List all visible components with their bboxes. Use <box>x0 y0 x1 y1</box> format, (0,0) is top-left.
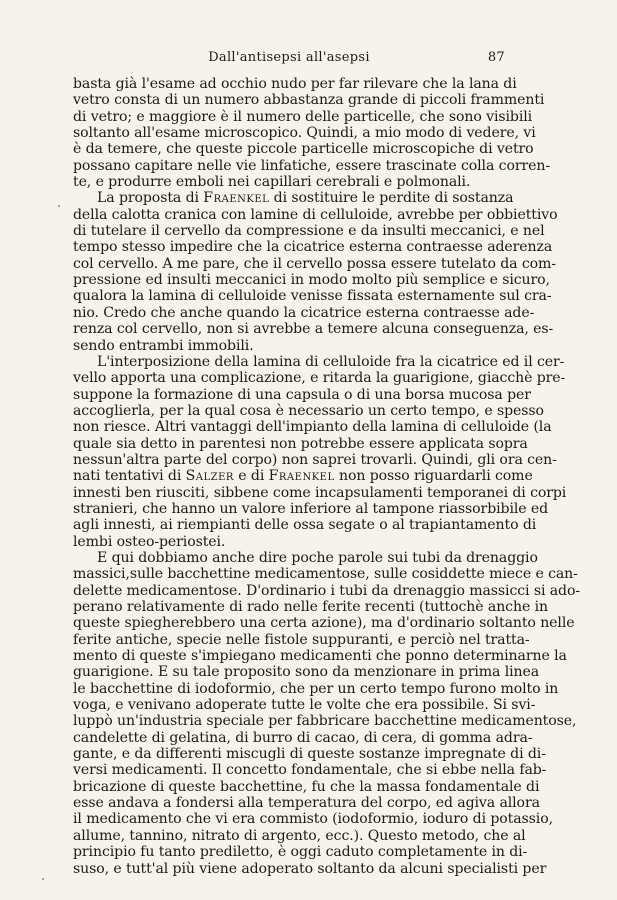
running-head: Dall'antisepsi all'asepsi <box>208 50 370 65</box>
author-name: Salzer <box>185 468 234 485</box>
text-line: suso, e tutt'al più viene adoperato soltanto da alcuni specialisti per <box>73 860 547 877</box>
text-line: le bacchettine di iodoformio, che per un certo tempo furono molto in <box>73 680 559 697</box>
text-line: te, e produrre emboli nei capillari cerebrali e polmonali. <box>73 174 471 191</box>
page-header <box>73 50 505 70</box>
page-number: 87 <box>487 50 505 65</box>
text-line: possano capitare nelle vie linfatiche, essere trascinate colla corren- <box>73 157 550 174</box>
text-line: quale sia detto in parentesi non potrebbe essere applicata sopra <box>73 435 528 452</box>
text-line: qualora la lamina di celluloide venisse fissata esternamente sul cra- <box>73 288 552 305</box>
text-line: guarigione. E su tale proposito sono da menzionare in prima linea <box>73 664 540 681</box>
paragraph-3 <box>73 353 567 550</box>
paragraph-2 <box>73 190 558 354</box>
text-line: sendo entrambi immobili. <box>73 337 254 354</box>
text-line: delette medicamentose. D'ordinario i tubi da drenaggio massicci si ado- <box>73 582 581 599</box>
text-line: luppò un'industria speciale per fabbricare bacchettine medicamentose, <box>73 713 577 730</box>
text-line: voga, e venivano adoperate tutte le volte che era possibile. Si svi- <box>73 697 536 714</box>
text-line: bricazione di queste bacchettine, fu che la massa fondamentale di <box>73 778 540 795</box>
text-line: non riesce. Altri vantaggi dell'impianto della lamina di celluloide (la <box>73 419 552 436</box>
paragraph-1 <box>73 76 550 191</box>
text-line: accoglierla, per la qual cosa è necessario un certo tempo, e spesso <box>73 402 544 419</box>
paper-speck <box>42 878 44 880</box>
text-line: lembi osteo-periostei. <box>73 533 226 550</box>
text-line: L'interposizione della lamina di celluloide fra la cicatrice ed il cer- <box>97 353 565 370</box>
author-name: Fraenkel <box>268 468 335 485</box>
text-line: basta già l'esame ad occhio nudo per far rilevare che la lana di <box>73 76 517 92</box>
text-line: La proposta di Fraenkel di sostituire le perdite di sostanza <box>97 190 514 207</box>
text-line: nio. Credo che anche quando la cicatrice esterna contraesse ade- <box>73 304 535 321</box>
paper-speck <box>58 205 60 207</box>
text-line: vello apporta una complicazione, e ritarda la guarigione, giacchè pre- <box>73 370 566 387</box>
paragraph-4 <box>73 549 581 877</box>
author-name: Fraenkel <box>203 190 270 207</box>
text-line: esse andava a fondersi alla temperatura del corpo, ed agiva allora <box>73 795 540 812</box>
text-line: E qui dobbiamo anche dire poche parole sui tubi da drenaggio <box>97 549 538 566</box>
text-line: nessun'altra parte del corpo) non saprei trovarli. Quindi, gli ora cen- <box>73 451 557 468</box>
text-line: soltanto all'esame microscopico. Quindi, a mio modo di vedere, vi <box>73 125 536 142</box>
text-line: renza col cervello, non si avrebbe a temere alcuna conseguenza, es- <box>73 321 554 338</box>
text-line: il medicamento che vi era commisto (iodoformio, ioduro di potassio, <box>73 811 553 828</box>
text-line: stranieri, che hanno un valore inferiore al tampone riassorbibile ed <box>73 500 549 517</box>
text-line: allume, tannino, nitrato di argento, ecc.). Questo metodo, che al <box>73 827 526 844</box>
text-line: mento di queste s'impiegano medicamenti che ponno determinarne la <box>73 648 567 665</box>
text-line: ferite antiche, specie nelle fistole suppuranti, e perciò nel tratta- <box>73 631 530 648</box>
text-line: agli innesti, ai riempianti delle ossa segate o al trapiantamento di <box>73 517 537 534</box>
text-line: suppone la formazione di una capsula o di una borsa mucosa per <box>73 386 531 403</box>
text-line: massici,sulle bacchettine medicamentose, sulle cosiddette miece e can- <box>73 566 578 583</box>
text-line: gante, e da differenti miscugli di queste sostanze impregnate di di- <box>73 746 546 763</box>
text-line: pressione ed insulti meccanici in modo molto più semplice e sicuro, <box>73 272 550 289</box>
text-line: col cervello. A me pare, che il cervello possa essere tutelato da com- <box>73 255 556 272</box>
text-line: di tutelare il cervello da compressione e da insulti meccanici, e nel <box>73 223 545 240</box>
text-line: perano relativamente di rado nelle ferite recenti (tuttochè anche in <box>73 599 548 615</box>
text-line: nati tentativi di Salzer e di Fraenkel non posso riguardarli come <box>73 468 533 485</box>
text-line: tempo stesso impedire che la cicatrice esterna contraesse aderenza <box>73 239 553 256</box>
text-line: queste spiegherebbero una certa azione), ma d'ordinario soltanto nelle <box>73 615 575 632</box>
text-line: è da temere, che queste piccole particelle microscopiche di vetro <box>73 141 534 158</box>
text-line: versi medicamenti. Il concetto fondamentale, che si ebbe nella fab- <box>73 762 547 779</box>
text-line: di vetro; e maggiore è il numero delle particelle, che sono visibili <box>73 108 533 125</box>
page-body <box>73 76 581 877</box>
text-line: candelette di gelatina, di burro di cacao, di cera, di gomma adra- <box>73 729 533 746</box>
text-line: principio fu tanto prediletto, è oggi caduto completamente in di- <box>73 844 528 861</box>
text-line: della calotta cranica con lamine di celluloide, avrebbe per obbiettivo <box>73 206 558 223</box>
text-line: innesti ben riusciti, sibbene come incapsulamenti temporanei di corpi <box>73 484 567 501</box>
text-line: vetro consta di un numero abbastanza grande di piccoli frammenti <box>73 92 545 109</box>
